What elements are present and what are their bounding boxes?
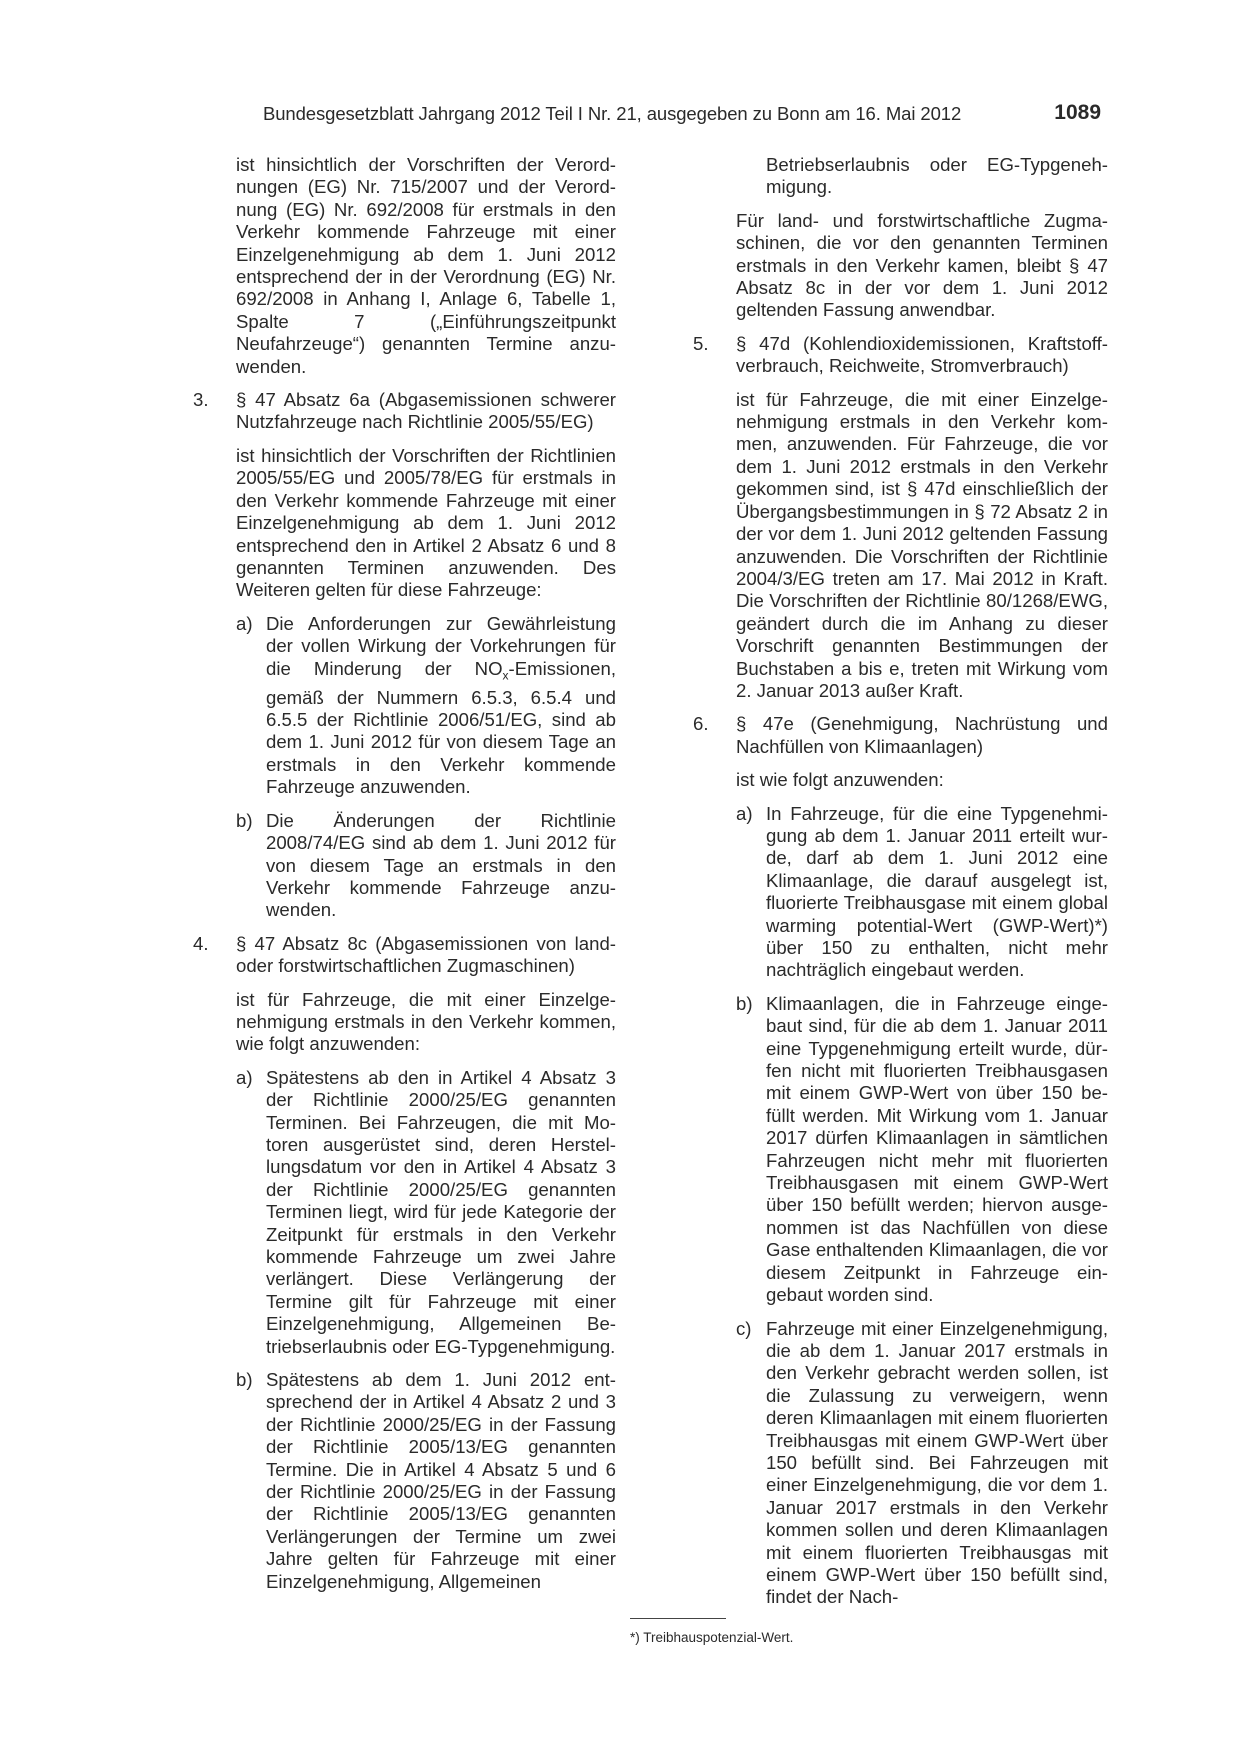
- subscript: x: [502, 668, 509, 683]
- list-item-6: [693, 713, 1108, 1608]
- sub-item-b: [736, 993, 1108, 1307]
- item-heading: § 47 Absatz 8c (Abgasemissionen von land- oder forstwirtschaftlichen Zugmaschinen): [236, 932, 616, 977]
- item-tail-paragraph: Für land- und forstwirtschaftliche Zugmaschinen, die vor den genannten Terminen erstmals in den Verkehr kamen, bleibt § 47 Absatz 8c in der vor dem 1. Juni 2012 geltenden Fassung anwendbar.: [736, 209, 1108, 321]
- sub-item-b: [236, 810, 616, 922]
- list-item-5: [693, 333, 1108, 703]
- item-number: 6.: [693, 713, 709, 735]
- sub-item-a: [236, 1067, 616, 1358]
- sub-item-b: [236, 1369, 616, 1593]
- item-text: ist hinsichtlich der Vorschriften der Richtlinien 2005/55/EG und 2005/78/EG für erstmals in den Verkehr kommende Fahrzeuge mit einer Einzelgenehmigung ab dem 1. Juni 2012 entsprechend den in Artikel 2 Absatz 6 und 8 genannten Terminen anzuwenden. Des Weiteren gelten für diese Fahrzeuge:: [236, 444, 616, 601]
- page-header: [263, 101, 1101, 129]
- item-text: ist für Fahrzeuge, die mit einer Einzelgenehmigung erstmals in den Verkehr kommen, anzuwenden. Für Fahrzeuge, die vor dem 1. Juni 2012 erstmals in den Verkehr gekommen sind, ist § 47d einschließlich der Übergangsbestimmungen in § 72 Absatz 2 in der vor dem 1. Juni 2012 geltenden Fassung anzuwenden. Die Vorschriften der Richtlinie 2004/3/EG treten am 17. Mai 2012 in Kraft. Die Vorschriften der Richtlinie 80/1268/EWG, geändert durch die im Anhang zu dieser Vorschrift genannten Bestimmungen der Buchstaben a bis e, treten mit Wirkung vom 2. Januar 2013 außer Kraft.: [736, 388, 1108, 701]
- sub-item-a: [736, 803, 1108, 982]
- page-number: 1089: [1054, 101, 1101, 124]
- sub-item-text: Die Änderungen der Richtlinie 2008/74/EG sind ab dem 1. Juni 2012 für von diesem Tage an erstmals in den Verkehr kommende Fahrzeuge anzuwenden.: [266, 809, 616, 921]
- sub-item-text: Klimaanlagen, die in Fahrzeuge eingebaut sind, für die ab dem 1. Januar 2011 eine Typgenehmigung erteilt wurde, dürfen nicht mit fluorierten Treibhausgasen mit einem GWP-Wert von über 150 befüllt werden. Mit Wirkung vom 1. Januar 2017 dürfen Klimaanlagen in sämtlichen Fahrzeugen nicht mehr mit fluorierten Treibhausgasen mit einem GWP-Wert über 150 befüllt werden; hiervon ausgenommen ist das Nachfüllen von diese Gase enthaltenden Klimaanlagen, die vor diesem Zeitpunkt in Fahrzeuge eingebaut worden sind.: [766, 992, 1108, 1306]
- sub-item-label: c): [736, 1317, 752, 1339]
- sub-item-label: b): [236, 1369, 253, 1391]
- item-number: 4.: [193, 932, 209, 954]
- item-heading: § 47e (Genehmigung, Nachrüstung und Nachfüllen von Klimaanlagen): [736, 713, 1108, 757]
- left-column: [193, 154, 616, 1604]
- item-number: 5.: [693, 332, 709, 354]
- sub-item-text: Spätestens ab dem 1. Juni 2012 entsprechend der in Artikel 4 Absatz 2 und 3 der Richtlinie 2000/25/EG in der Fassung der Richtlinie 2005/13/EG genannten Termine. Die in Artikel 4 Absatz 5 und 6 der Richtlinie 2000/25/EG in der Fassung der Richtlinie 2005/13/EG genannten Verlängerungen der Termine um zwei Jahre gelten für Fahrzeuge mit einer Einzelgenehmigung, Allgemeinen: [266, 1369, 616, 1592]
- item-heading: § 47 Absatz 6a (Abgasemissionen schwerer Nutzfahrzeuge nach Richtlinie 2005/55/EG): [236, 389, 616, 433]
- sub-item-text: Spätestens ab den in Artikel 4 Absatz 3 der Richtlinie 2000/25/EG genannten Terminen. Bei Fahrzeugen, die mit Motoren ausgerüstet sind, deren Herstellungsdatum vor den in Artikel 4 Absatz 3 der Richtlinie 2000/25/EG genannten Terminen liegt, wird für jede Kategorie der Zeitpunkt für erstmals in den Verkehr kommende Fahrzeuge um zwei Jahre verlängert. Diese Verlängerung der Termine gilt für Fahrzeuge mit einer Einzelgenehmigung, Allgemeinen Betriebserlaubnis oder EG-Typgenehmigung.: [266, 1066, 616, 1357]
- footnote: *) Treibhauspotenzial-Wert.: [630, 1630, 794, 1645]
- item-heading: § 47d (Kohlendioxidemissionen, Kraftstoffverbrauch, Reichweite, Stromverbrauch): [736, 332, 1108, 377]
- sub-item-label: a): [736, 802, 753, 824]
- list-item-4: [193, 933, 616, 1593]
- item-text: ist wie folgt anzuwenden:: [736, 769, 944, 791]
- list-item-3: [193, 389, 616, 922]
- sub-item-a: [236, 613, 616, 799]
- sub-item-label: a): [236, 612, 253, 634]
- item-text: ist für Fahrzeuge, die mit einer Einzelgenehmigung erstmals in den Verkehr kommen, wie folgt anzuwenden:: [236, 988, 616, 1055]
- right-column: [693, 154, 1108, 1620]
- sub-item-label: b): [236, 809, 253, 831]
- item-number: 3.: [193, 389, 209, 411]
- sub-item-text: Die Anforderungen zur Gewährleistung der vollen Wirkung der Vorkehrungen für die Minderung der $NO_x$-Emissionen, gemäß der Nummern 6.5.3, 6.5.4 und 6.5.5 der Richtlinie 2006/51/EG, sind ab dem 1. Juni 2012 für von diesem Tage an erstmals in den Verkehr kommende Fahrzeuge anzuwenden.: [266, 612, 616, 798]
- sub-item-text: In Fahrzeuge, für die eine Typgenehmigung ab dem 1. Januar 2011 erteilt wurde, darf ab dem 1. Juni 2012 eine Klimaanlage, die darauf ausgelegt ist, fluorierte Treibhausgase mit einem global warming potential-Wert (GWP-Wert)*) über 150 zu enthalten, nicht mehr nachträglich eingebaut werden.: [766, 802, 1108, 981]
- sub-item-label: b): [736, 992, 753, 1014]
- continuation-paragraph: Betriebserlaubnis oder EG-Typgenehmigung.: [766, 154, 1108, 198]
- footnote-rule: [630, 1618, 726, 1619]
- sub-item-text: Fahrzeuge mit einer Einzelgenehmigung, die ab dem 1. Januar 2017 erstmals in den Verkehr gebracht werden sollen, ist die Zulassung zu verweigern, wenn deren Klimaanlagen mit einem fluorierten Treibhausgas mit einem GWP-Wert über 150 befüllt sind. Bei Fahrzeugen mit einer Einzelgenehmigung, die vor dem 1. Januar 2017 erstmals in den Verkehr kommen sollen und deren Klimaanlagen mit einem fluorierten Treibhausgas mit einem GWP-Wert über 150 befüllt sind, findet der Nach-: [766, 1317, 1108, 1608]
- continuation-paragraph: ist hinsichtlich der Vorschriften der Verordnungen (EG) Nr. 715/2007 und der Verordnung (EG) Nr. 692/2008 für erstmals in den Verkehr kommende Fahrzeuge mit einer Einzelgenehmigung ab dem 1. Juni 2012 entsprechend der in der Verordnung (EG) Nr. 692/2008 in Anhang I, Anlage 6, Tabelle 1, Spalte 7 („Einführungszeitpunkt Neufahrzeuge“) genannten Termine anzuwenden.: [236, 154, 616, 377]
- running-title: Bundesgesetzblatt Jahrgang 2012 Teil I Nr. 21, ausgegeben zu Bonn am 16. Mai 2012: [263, 103, 962, 124]
- sub-item-label: a): [236, 1066, 253, 1088]
- sub-item-c: [736, 1318, 1108, 1609]
